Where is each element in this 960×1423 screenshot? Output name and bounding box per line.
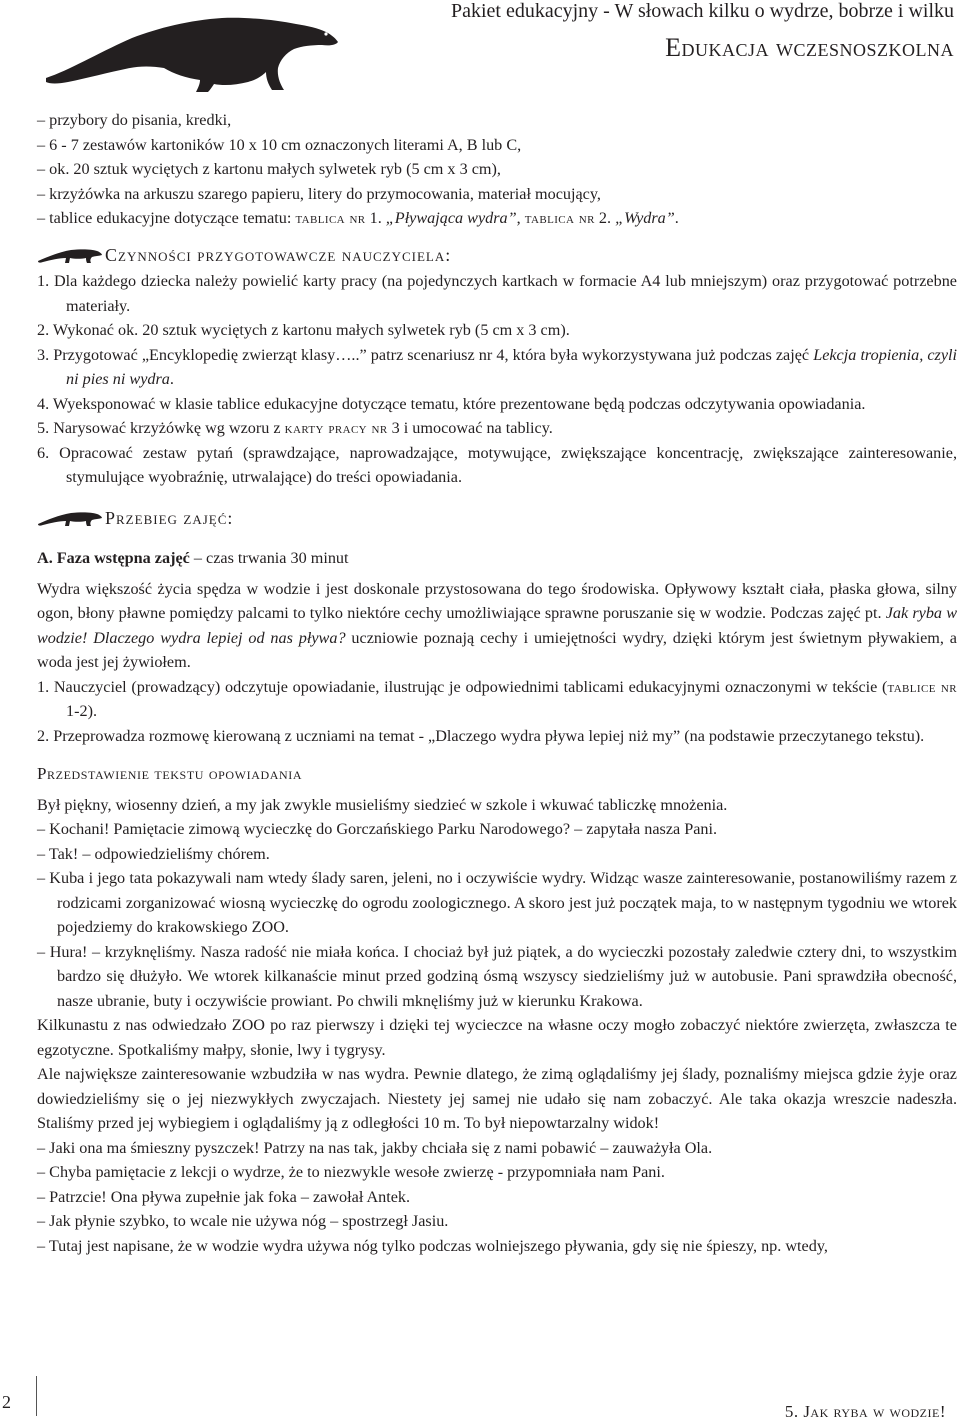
list-item: – przybory do pisania, kredki, [37, 111, 232, 129]
list-item: 5. Narysować krzyżówkę wg wzoru z karty pracy nr 3 i umocować na tablicy. [37, 419, 553, 437]
story-dialogue: – Tutaj jest napisane, że w wodzie wydra używa nóg tylko podczas wolniejszego pływania, gdy się nie śpieszy, np. wtedy, [37, 1236, 828, 1255]
intro-paragraph: Wydra większość życia spędza w wodzie i jest doskonale przystosowana do tego środowiska. Opływowy kształt ciała, płaska głowa, silny ogon, błony pławne pomiędzy palcami to tylko niektóre cechy umożliwiające sprawne poruszanie się w wodzie. Podczas zajęć pt. Jak ryba w wodzie! Dlaczego wydra lepiej od nas pływa? uczniowie poznają cechy i umiejętności wydry, dzięki którym jest świetnym pływakiem, a woda jest jej żywiołem. [37, 579, 957, 671]
story-dialogue: – Jaki ona ma śmieszny pyszczek! Patrzy na nas tak, jakby chciała się z nami pobawić – zauważyła Ola. [37, 1138, 713, 1157]
story-title: Przedstawienie tekstu opowiadania [37, 764, 303, 783]
list-item: 4. Wyeksponować w klasie tablice edukacyjne dotyczące tematu, które prezentowane będą podczas odczytywania opowiadania. [37, 394, 866, 413]
list-item: – krzyżówka na arkuszu szarego papieru, litery do przymocowania, materiał mocujący, [37, 184, 601, 203]
materials-list [37, 108, 957, 231]
otter-bullet-icon [37, 246, 103, 264]
list-item: 1. Dla każdego dziecka należy powielić karty pracy (na pojedynczych kartkach w formacie A4 lub mniejszym) oraz przygotować potrzebne materiały. [37, 272, 957, 315]
section-heading [37, 243, 957, 268]
steps-list [37, 675, 957, 749]
story-dialogue: – Kuba i jego tata pokazywali nam wtedy ślady saren, jeleni, no i oczywiście wydry. Widząc wasze zainteresowanie, postanowiliśmy razem z rodzicami zorganizować wiosną wycieczkę do ogrodu zoologicznego. A skoro jest już początek maja, to w następnym tygodniu we wtorek pojedziemy do krakowskiego ZOO. [37, 869, 957, 936]
section-title: Czynności przygotowawcze nauczyciela: [105, 244, 452, 265]
footer-title: 5. Jak ryba w wodzie! [784, 1402, 946, 1421]
list-item: – 6 - 7 zestawów kartoników 10 x 10 cm oznaczonych literami A, B lub C, [37, 135, 522, 154]
list-item: 2. Wykonać ok. 20 sztuk wyciętych z kartonu małych sylwetek ryb (5 cm x 3 cm). [37, 321, 570, 339]
story-dialogue: – Kochani! Pamiętacie zimową wycieczkę do Gorczańskiego Parku Narodowego? – zapytała nasza Pani. [37, 820, 718, 838]
story-paragraph: Ale największe zainteresowanie wzbudziła w nas wydra. Pewnie dlatego, że zimą oglądaliśmy jej ślady, poznaliśmy miejsca gdzie żyje oraz dowiedzieliśmy się o jej niezwykłych zwyczajach. Niestety jej samej nie udało się nam zobaczyć. Ale taka okazja wreszcie nadeszła. Staliśmy przed jej wybiegiem i oglądaliśmy ją z odległości 10 m. To był niepowtarzalny widok! [37, 1065, 957, 1132]
list-item: – tablice edukacyjne dotyczące tematu: tablica nr 1. „Pływająca wydra”, tablica nr 2. „Wydra”. [37, 209, 679, 227]
story-paragraph: Był piękny, wiosenny dzień, a my jak zwykle musieliśmy siedzieć w szkole i wkuwać tabliczkę mnożenia. [37, 795, 728, 814]
preparation-list [37, 269, 957, 490]
list-item: 6. Opracować zestaw pytań (sprawdzające, naprowadzające, motywujące, zwiększające koncentrację, zwiększające zainteresowanie, stymulujące wyobraźnię, utrwalające) do treści opowiadania. [37, 443, 957, 486]
list-item: 1. Nauczyciel (prowadzący) odczytuje opowiadanie, ilustrując je odpowiednimi tablicami edukacyjnymi oznaczonymi w tekście (tablice nr 1-2). [37, 677, 957, 720]
otter-bullet-icon [37, 509, 103, 527]
story-dialogue: – Tak! – odpowiedzieliśmy chórem. [37, 844, 270, 863]
list-item: 3. Przygotować „Encyklopedię zwierząt klasy…..” patrz scenariusz nr 4, która była wykorzystywana już podczas zajęć Lekcja tropienia, czyli ni pies ni wydra. [37, 345, 958, 388]
story-dialogue: – Hura! – krzyknęliśmy. Nasza radość nie miała końca. I chociaż był już piątek, a do wycieczki pozostały zaledwie cztery dni, to wszystkim bardzo się dłużyło. We wtorek kilkanaście minut przed godziną ósmą wszyscy siedzieliśmy już w autobusie. Pani sprawdziła obecność, nasze ubranie, buty i oczywiście prowiant. Po chwili mknęliśmy już w kierunku Krakowa. [37, 942, 957, 1010]
section-heading [37, 506, 957, 531]
otter-silhouette-icon [40, 8, 340, 92]
story-dialogue: – Jak płynie szybko, to wcale nie używa nóg – spostrzegł Jasiu. [37, 1212, 449, 1230]
story-paragraph: Kilkunastu z nas odwiedzało ZOO po raz pierwszy i dzięki tej wycieczce na własne oczy mogło zobaczyć niektóre zwierzęta, zwłaszcza te egzotyczne. Spotkaliśmy małpy, słonie, lwy i tygrysy. [37, 1016, 957, 1059]
section-title: Przebieg zajęć: [105, 507, 234, 528]
story-text [37, 793, 957, 1259]
page-number: 2 [2, 1392, 11, 1412]
story-dialogue: – Chyba pamiętacie z lekcji o wydrze, że to niezwykle wesołe zwierzę - przypomniała nam Pani. [37, 1163, 665, 1181]
footer-divider [36, 1376, 37, 1416]
story-dialogue: – Patrzcie! Ona pływa zupełnie jak foka – zawołał Antek. [37, 1187, 411, 1206]
list-item: – ok. 20 sztuk wyciętych z kartonu małych sylwetek ryb (5 cm x 3 cm), [37, 160, 501, 178]
header-publication-title: Pakiet edukacyjny - W słowach kilku o wydrze, bobrze i wilku [450, 0, 954, 22]
content [37, 108, 957, 1258]
list-item: 2. Przeprowadza rozmowę kierowaną z uczniami na temat - „Dlaczego wydra pływa lepiej niż my” (na podstawie przeczytanego tekstu). [37, 726, 925, 745]
phase-heading: A. Faza wstępna zajęć – czas trwania 30 minut [37, 549, 349, 567]
header-section-title: Edukacja wczesnoszkolna [665, 33, 954, 62]
